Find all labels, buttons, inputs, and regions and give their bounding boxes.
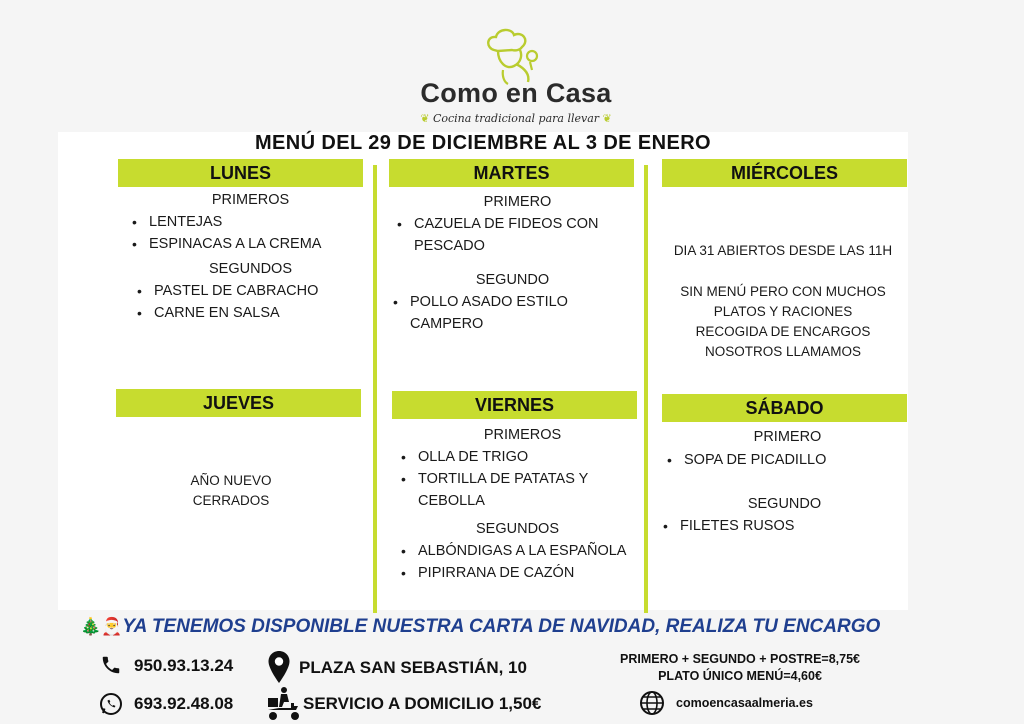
viernes-primero-item-cont: CEBOLLA — [418, 493, 485, 509]
martes-primero-label: PRIMERO — [483, 194, 552, 210]
phone-icon — [100, 654, 122, 676]
viernes-primeros-label: PRIMEROS — [483, 427, 562, 443]
martes-primero-item: • CAZUELA DE FIDEOS CON — [414, 213, 599, 235]
menu-title: MENÚ DEL 29 DE DICIEMBRE AL 3 DE ENERO — [254, 132, 712, 154]
day-header-viernes: VIERNES — [392, 391, 637, 419]
brand-name: Como en Casa — [420, 78, 612, 108]
viernes-segundos-label: SEGUNDOS — [476, 521, 559, 537]
map-pin-icon — [267, 650, 291, 684]
miercoles-line: DIA 31 ABIERTOS DESDE LAS 11H — [673, 243, 893, 258]
leaf-icon: ❦ — [599, 112, 612, 125]
whatsapp-icon — [99, 692, 123, 716]
promo-text: YA TENEMOS DISPONIBLE NUESTRA CARTA DE NAVIDAD, REALIZA TU ENCARGO — [122, 616, 881, 637]
column-divider — [373, 165, 377, 613]
jueves-line: AÑO NUEVO — [190, 473, 272, 488]
phone-number[interactable]: 950.93.13.24 — [134, 656, 234, 675]
column-divider — [644, 165, 648, 613]
miercoles-line: SIN MENÚ PERO CON MUCHOS — [680, 284, 886, 299]
chef-logo-icon — [472, 26, 552, 86]
miercoles-line: RECOGIDA DE ENCARGOS — [695, 324, 871, 339]
lunes-segundo-item: • PASTEL DE CABRACHO — [154, 280, 318, 302]
jueves-line: CERRADOS — [192, 493, 270, 508]
viernes-segundo-item: • PIPIRRANA DE CAZÓN — [418, 562, 574, 584]
delivery-scooter-icon — [266, 686, 302, 722]
lunes-primeros-label: PRIMEROS — [211, 192, 290, 208]
price-single: PLATO ÚNICO MENÚ=4,60€ — [658, 669, 822, 683]
day-header-jueves: JUEVES — [116, 389, 361, 417]
miercoles-line: NOSOTROS LLAMAMOS — [704, 344, 862, 359]
miercoles-line: PLATOS Y RACIONES — [713, 304, 853, 319]
day-header-sabado: SÁBADO — [662, 394, 907, 422]
delivery-text: SERVICIO A DOMICILIO 1,50€ — [303, 694, 542, 713]
sabado-primero-label: PRIMERO — [753, 429, 822, 445]
globe-icon — [639, 690, 665, 716]
sabado-primero-item: • SOPA DE PICADILLO — [684, 449, 826, 471]
martes-segundo-label: SEGUNDO — [475, 272, 550, 288]
price-menu: PRIMERO + SEGUNDO + POSTRE=8,75€ — [619, 652, 860, 666]
website-link[interactable]: comoencasaalmeria.es — [676, 696, 813, 710]
whatsapp-number[interactable]: 693.92.48.08 — [134, 694, 234, 713]
christmas-emoji-icon: 🎄🎅 — [80, 617, 123, 636]
martes-segundo-item: • POLLO ASADO ESTILO — [410, 291, 568, 313]
viernes-primero-item: • OLLA DE TRIGO — [418, 446, 528, 468]
lunes-segundo-item: • CARNE EN SALSA — [154, 302, 280, 324]
day-header-miercoles: MIÉRCOLES — [662, 159, 907, 187]
martes-segundo-item-cont: CAMPERO — [410, 316, 484, 332]
brand-tagline — [396, 112, 636, 125]
lunes-segundos-label: SEGUNDOS — [209, 261, 292, 277]
day-header-martes: MARTES — [389, 159, 634, 187]
christmas-promo — [80, 616, 900, 638]
martes-primero-item-cont: PESCADO — [414, 238, 485, 254]
lunes-primero-item: • ESPINACAS A LA CREMA — [149, 233, 321, 255]
leaf-icon: ❦ — [420, 112, 433, 125]
brand-logo — [396, 26, 636, 130]
viernes-segundo-item: • ALBÓNDIGAS A LA ESPAÑOLA — [418, 540, 626, 562]
address-text: PLAZA SAN SEBASTIÁN, 10 — [299, 658, 527, 677]
viernes-primero-item: • TORTILLA DE PATATAS Y — [418, 468, 588, 490]
lunes-primero-item: • LENTEJAS — [149, 211, 222, 233]
tagline-text: Cocina tradicional para llevar — [432, 112, 600, 125]
sabado-segundo-item: • FILETES RUSOS — [680, 515, 794, 537]
day-header-lunes: LUNES — [118, 159, 363, 187]
sabado-segundo-label: SEGUNDO — [747, 496, 822, 512]
